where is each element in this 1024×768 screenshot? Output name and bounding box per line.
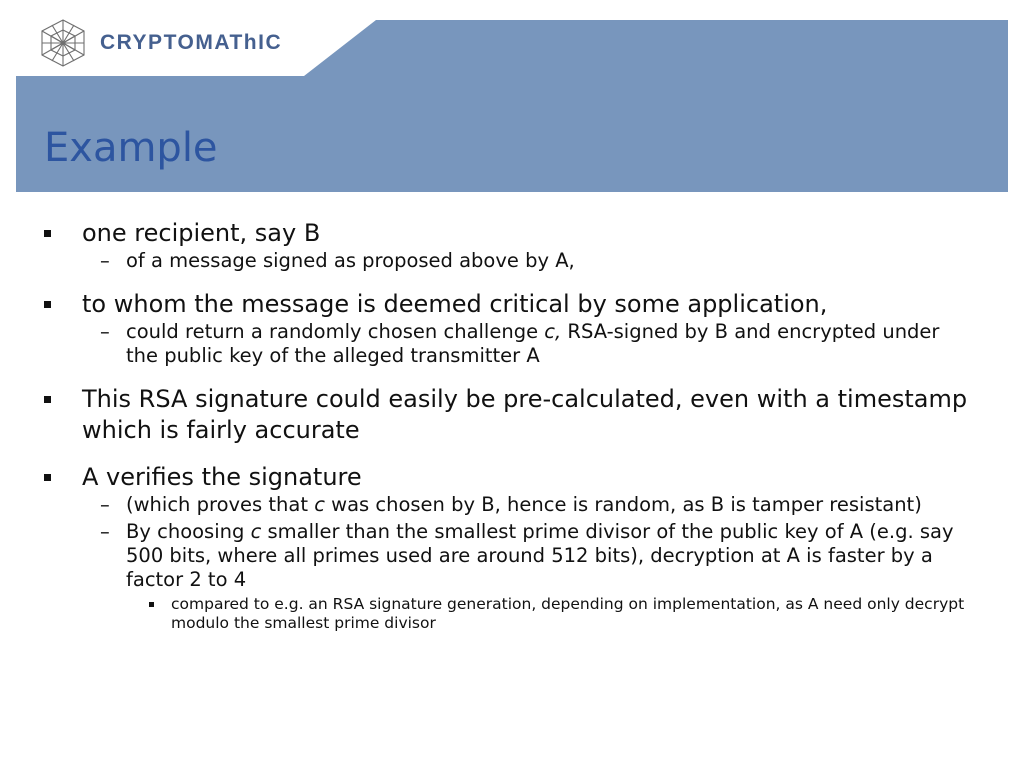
sub-bullet-text-part: could return a randomly chosen challenge (126, 320, 545, 343)
square-bullet-icon (44, 301, 51, 308)
italic-variable: c (250, 520, 262, 543)
square-bullet-icon (44, 396, 51, 403)
sub-bullet-text: of a message signed as proposed above by A, (126, 249, 575, 272)
italic-variable: c (314, 493, 325, 516)
bullet-text: to whom the message is deemed critical by some application, (82, 290, 828, 318)
bullet-text: This RSA signature could easily be pre-calculated, even with a timestamp which is fairly accurate (82, 385, 968, 444)
italic-variable: c, (544, 320, 562, 343)
dash-marker: – (100, 249, 110, 272)
company-logo (38, 18, 282, 68)
sub-bullet-text-part: By choosing (126, 520, 251, 543)
sub-bullet-text-part: smaller than the smallest prime divisor of the public key of A (e.g. say 500 bits, where all primes used are around 512 bits), decryption at A is faster by a factor 2 to 4 (126, 520, 954, 591)
small-square-bullet-icon (149, 602, 154, 607)
logo-wordmark: CRYPTOMAThIC (100, 31, 283, 54)
sub-sub-bullet-text: compared to e.g. an RSA signature generation, depending on implementation, as A need only decrypt modulo the smallest prime divisor (171, 595, 965, 632)
sub-bullet-item (0, 493, 1024, 517)
bullet-item (0, 462, 1024, 493)
square-bullet-icon (44, 474, 51, 481)
dash-marker: – (100, 320, 110, 343)
square-bullet-icon (44, 230, 51, 237)
sub-bullet-text-part: RSA-signed by B and encrypted under the public key of the alleged transmitter A (126, 320, 940, 367)
bullet-text: one recipient, say B (82, 219, 321, 247)
dash-marker: – (100, 520, 110, 543)
bullet-item (0, 218, 1024, 249)
slide-content (0, 218, 1024, 633)
bullet-item (0, 289, 1024, 320)
sub-bullet-item (0, 320, 1024, 368)
sub-bullet-text-part: (which proves that (126, 493, 315, 516)
bullet-text: A verifies the signature (82, 463, 362, 491)
slide-title: Example (44, 125, 218, 171)
sub-bullet-item (0, 520, 1024, 592)
cube-lattice-icon (38, 18, 88, 68)
bullet-item (0, 384, 1024, 446)
sub-bullet-text-part: was chosen by B, hence is random, as B is tamper resistant) (324, 493, 922, 516)
dash-marker: – (100, 493, 110, 516)
sub-sub-bullet-item (0, 595, 1024, 633)
sub-bullet-item (0, 249, 1024, 273)
